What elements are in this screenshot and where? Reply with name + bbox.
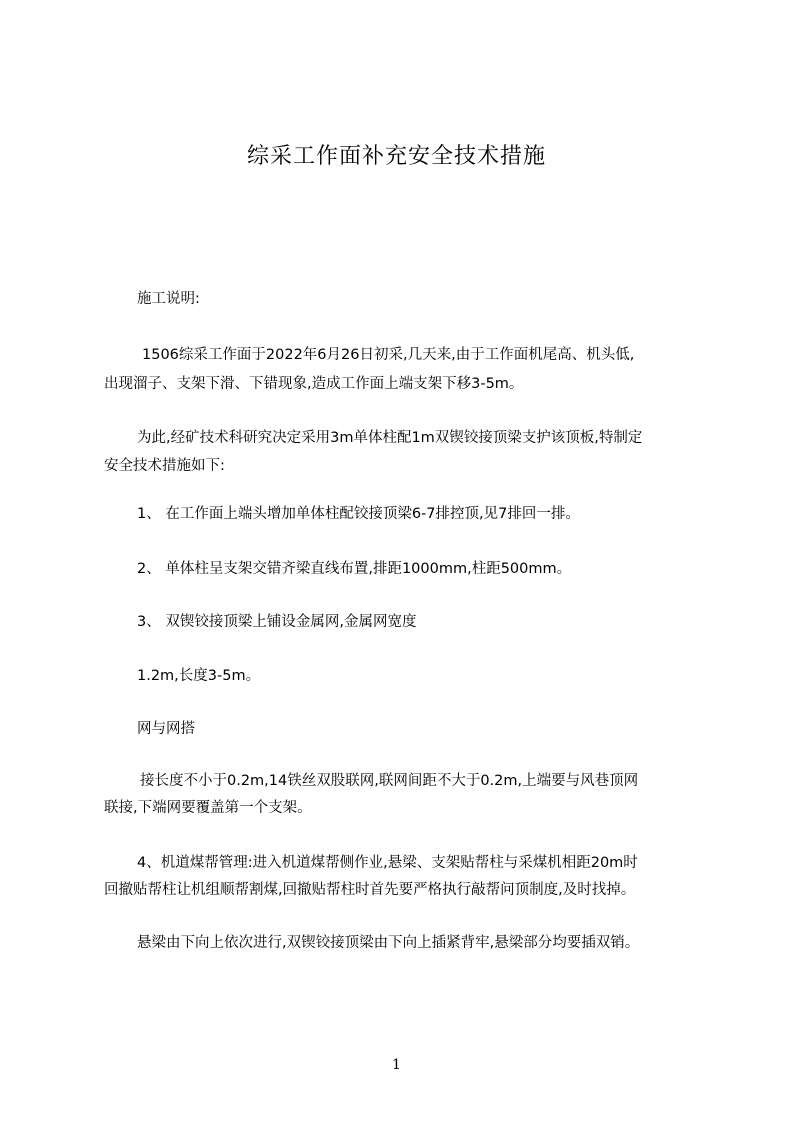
paragraph-2-line-1: 为此,经矿技术科研究决定采用3m单体柱配1m双锲铰接顶梁支护该顶板,特制定 — [137, 430, 643, 446]
paragraph-1-line-2: 出现溜子、支架下滑、下错现象,造成工作面上端支架下移3-5m。 — [104, 376, 524, 392]
list-item-1: 1、 在工作面上端头增加单体柱配铰接顶梁6-7排控顶,见7排回一排。 — [137, 506, 580, 522]
paragraph-3-line-2: 联接,下端网要覆盖第一个支架。 — [104, 800, 312, 816]
list-item-2: 2、 单体柱呈支架交错齐梁直线布置,排距1000mm,柱距500mm。 — [137, 561, 572, 577]
section-heading: 施工说明: — [137, 291, 200, 307]
paragraph-1-line-1: 1506综采工作面于2022年6月26日初采,几天来,由于工作面机尾高、机头低, — [142, 347, 635, 363]
paragraph-5-line-1: 悬梁由下向上依次进行,双锲铰接顶梁由下向上插紧背牢,悬梁部分均要插双销。 — [137, 935, 640, 951]
paragraph-4-line-2: 回撤贴帮柱让机组顺帮割煤,回撤贴帮柱时首先要严格执行敲帮问顶制度,及时找掉。 — [104, 882, 636, 898]
paragraph-3-line-1: 接长度不小于0.2m,14铁丝双股联网,联网间距不大于0.2m,上端要与风巷顶网 — [140, 773, 639, 789]
list-item-3: 3、 双锲铰接顶梁上铺设金属网,金属网宽度 — [137, 614, 417, 630]
net-heading: 网与网搭 — [137, 721, 195, 737]
list-item-3-continuation: 1.2m,长度3-5m。 — [137, 668, 261, 684]
page-number: 1 — [392, 1057, 401, 1073]
paragraph-4-line-1: 4、机道煤帮管理:进入机道煤帮侧作业,悬梁、支架贴帮柱与采煤机相距20m时 — [137, 855, 638, 871]
paragraph-2-line-2: 安全技术措施如下: — [104, 458, 225, 474]
document-title: 综采工作面补充安全技术措施 — [246, 144, 546, 169]
